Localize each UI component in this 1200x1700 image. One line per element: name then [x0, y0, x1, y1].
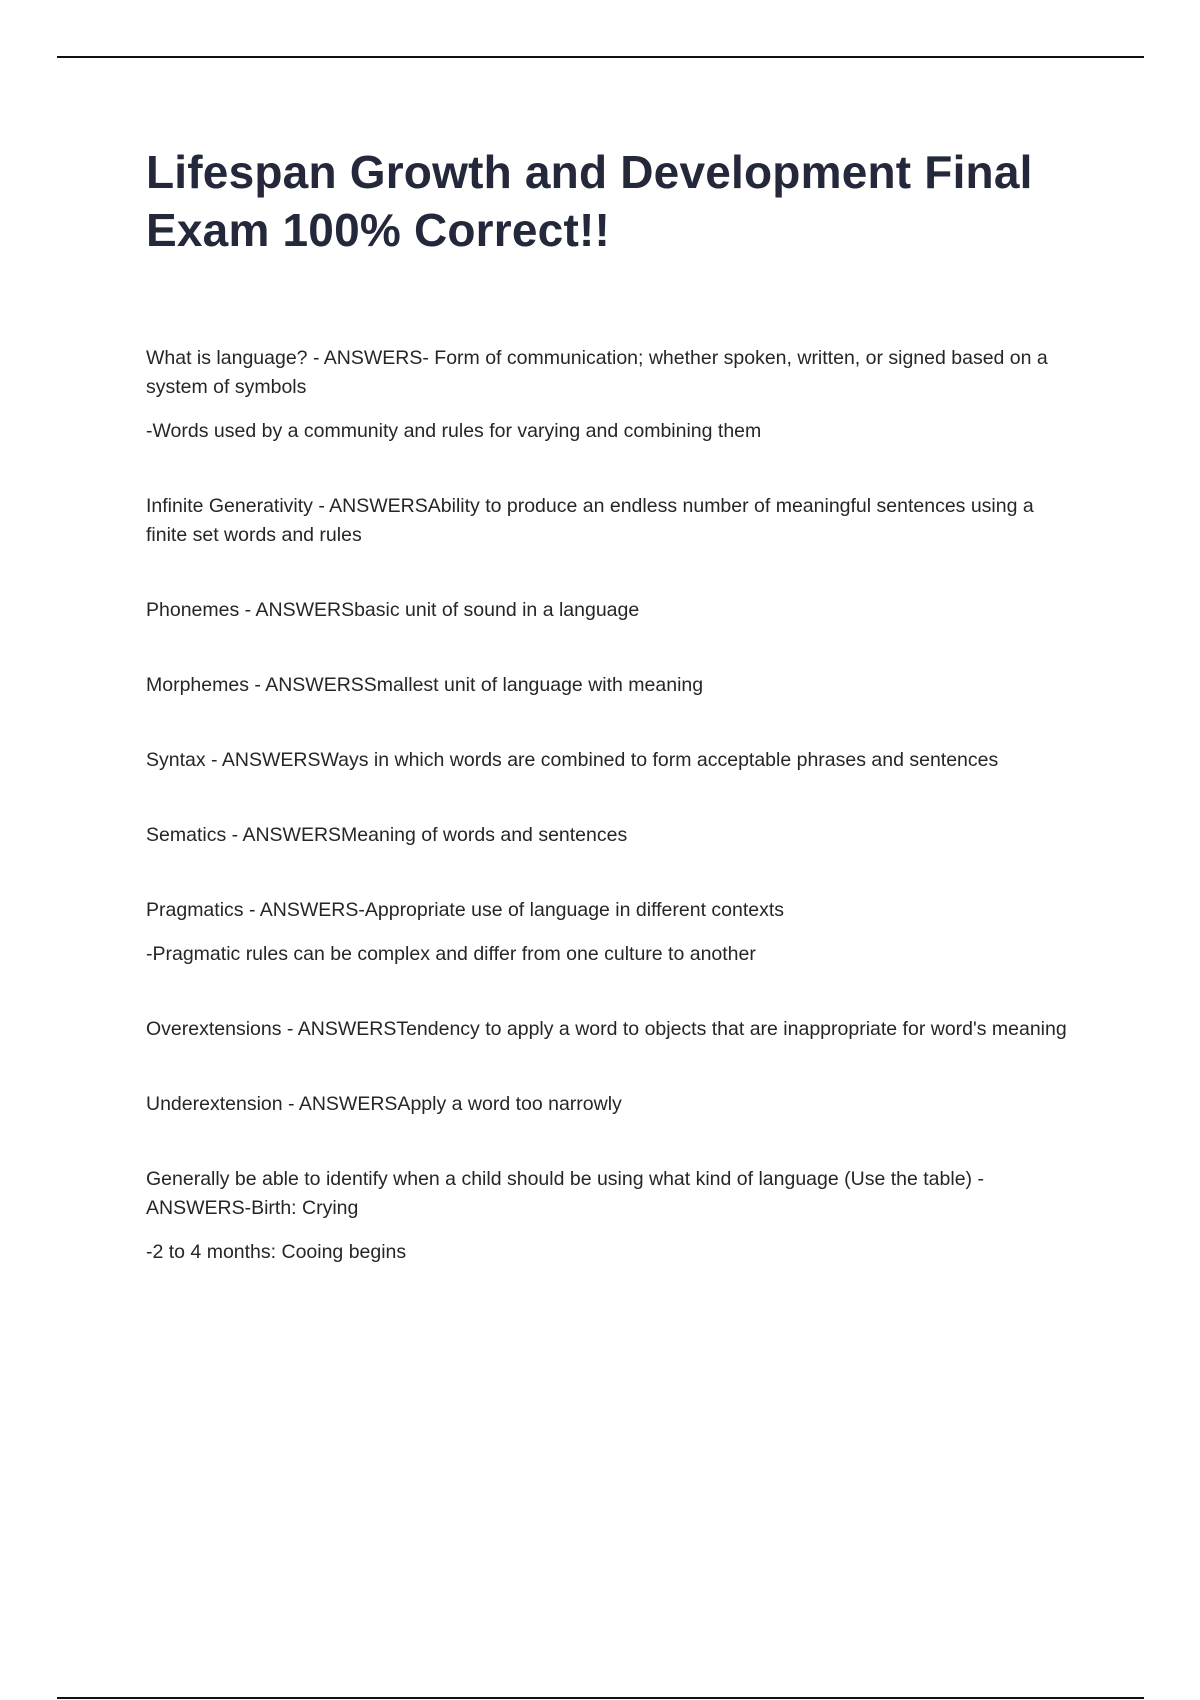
- entry-line: Generally be able to identify when a child should be using what kind of language (Use the table) - ANSWERS-Birth: Crying: [146, 1168, 984, 1219]
- qa-entry-phonemes: [146, 596, 1076, 625]
- qa-entry-sematics: [146, 821, 1076, 850]
- header-rule: [57, 56, 1144, 58]
- page-title: Lifespan Growth and Development Final Exam 100% Correct!!: [146, 146, 1033, 256]
- qa-entry-pragmatics: [146, 896, 1076, 969]
- qa-entry-infinite-generativity: [146, 492, 1076, 550]
- entry-line: -2 to 4 months: Cooing begins: [146, 1241, 407, 1263]
- qa-list: [146, 344, 1076, 1267]
- qa-entry-morphemes: [146, 671, 1076, 700]
- entry-line: Syntax - ANSWERSWays in which words are combined to form acceptable phrases and sentences: [146, 749, 999, 771]
- entry-line: Morphemes - ANSWERSSmallest unit of language with meaning: [146, 674, 704, 696]
- entry-line: Phonemes - ANSWERSbasic unit of sound in a language: [146, 599, 640, 621]
- footer-rule: [57, 1697, 1144, 1699]
- entry-line: What is language? - ANSWERS- Form of communication; whether spoken, written, or signed based on a system of symbols: [146, 347, 1048, 398]
- qa-entry-underextension: [146, 1090, 1076, 1119]
- entry-line: -Pragmatic rules can be complex and differ from one culture to another: [146, 943, 756, 965]
- entry-line: Overextensions - ANSWERSTendency to apply a word to objects that are inappropriate for word's meaning: [146, 1018, 1067, 1040]
- qa-entry-language-milestones: [146, 1165, 1076, 1267]
- entry-line: -Words used by a community and rules for varying and combining them: [146, 420, 762, 442]
- qa-entry-syntax: [146, 746, 1076, 775]
- qa-entry-overextensions: [146, 1015, 1076, 1044]
- entry-line: Sematics - ANSWERSMeaning of words and sentences: [146, 824, 628, 846]
- entry-line: Pragmatics - ANSWERS-Appropriate use of language in different contexts: [146, 899, 785, 921]
- qa-entry-language: [146, 344, 1076, 446]
- entry-line: Infinite Generativity - ANSWERSAbility to produce an endless number of meaningful sentences using a finite set words and rules: [146, 495, 1034, 546]
- entry-line: Underextension - ANSWERSApply a word too narrowly: [146, 1093, 622, 1115]
